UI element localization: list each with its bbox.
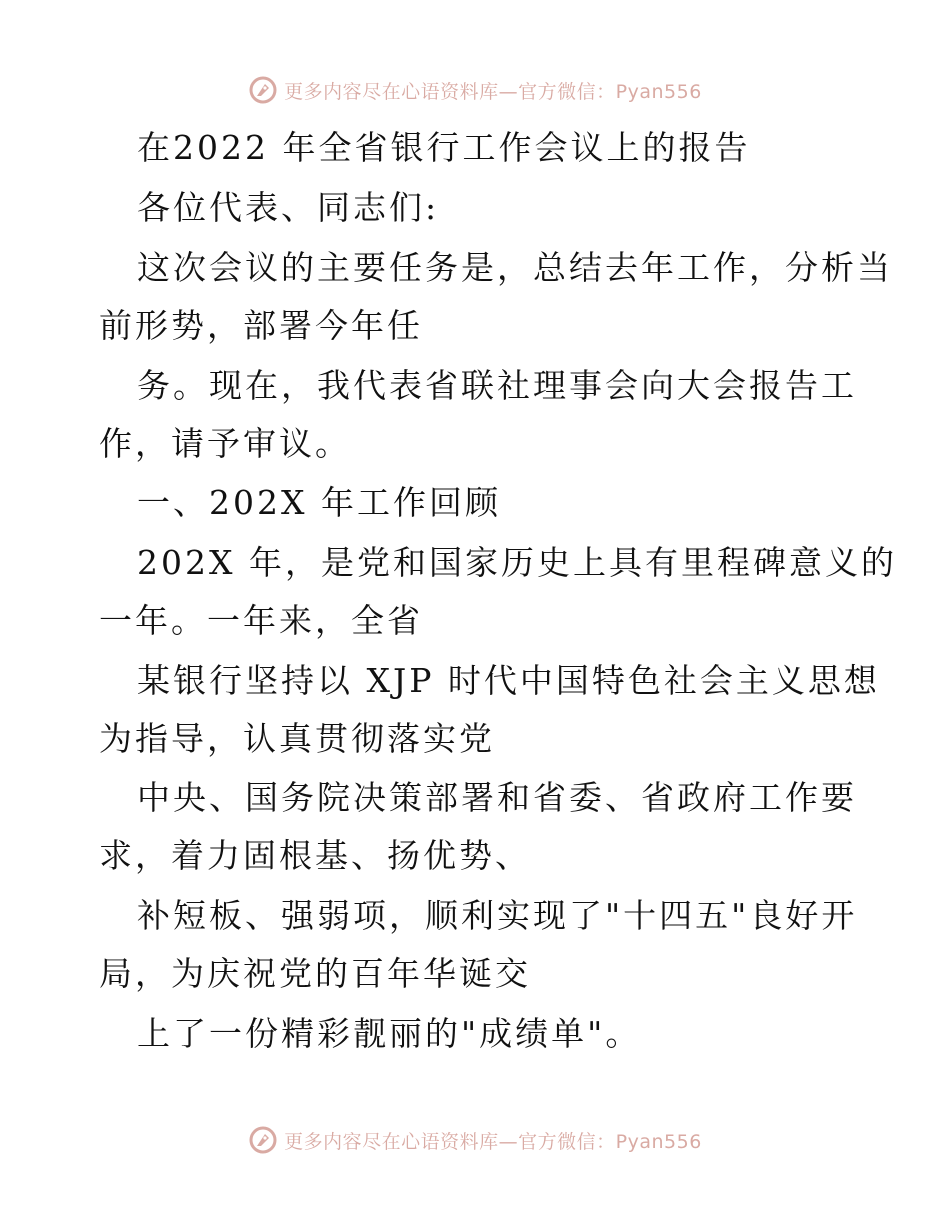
watermark-text: 更多内容尽在心语资料库—官方微信：Pyan556 [284, 80, 702, 103]
paragraph-line: 求，着力固根基、扬优势、 [99, 836, 531, 875]
section-heading: 一、202X 年工作回顾 [137, 483, 501, 522]
document-title: 在2022 年全省银行工作会议上的报告 [137, 128, 751, 167]
paragraph-line: 某银行坚持以 XJP 时代中国特色社会主义思想 [137, 661, 880, 700]
paragraph-line: 为指导，认真贯彻落实党 [99, 719, 495, 758]
paragraph-line: 一年。一年来，全省 [99, 601, 423, 640]
paragraph-line: 前形势，部署今年任 [99, 306, 423, 345]
watermark-banner-top [0, 72, 950, 108]
pen-nib-circle-icon [248, 1125, 278, 1155]
paragraph-line: 中央、国务院决策部署和省委、省政府工作要 [137, 778, 857, 817]
watermark-text: 更多内容尽在心语资料库—官方微信：Pyan556 [284, 1130, 702, 1153]
paragraph-line: 这次会议的主要任务是，总结去年工作，分析当 [137, 248, 893, 287]
paragraph-line: 局，为庆祝党的百年华诞交 [99, 954, 531, 993]
paragraph-line: 补短板、强弱项，顺利实现了"十四五"良好开 [137, 896, 858, 935]
paragraph-line: 上了一份精彩靓丽的"成绩单"。 [137, 1014, 642, 1053]
watermark-banner-bottom [0, 1122, 950, 1158]
paragraph-line: 202X 年，是党和国家历史上具有里程碑意义的 [137, 543, 897, 582]
paragraph-line: 务。现在，我代表省联社理事会向大会报告工 [137, 366, 857, 405]
pen-nib-circle-icon [248, 75, 278, 105]
salutation: 各位代表、同志们: [137, 188, 440, 227]
paragraph-line: 作，请予审议。 [99, 424, 351, 463]
